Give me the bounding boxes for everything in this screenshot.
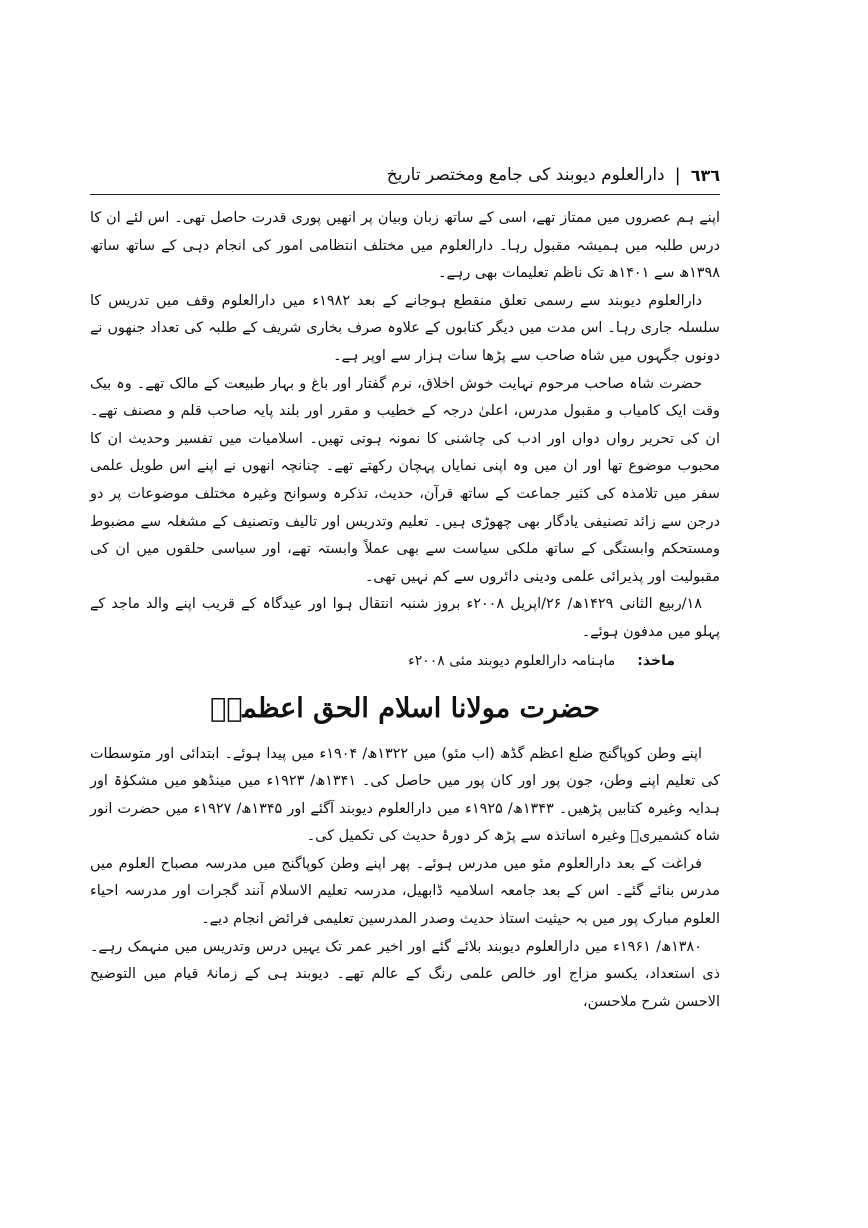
section-heading: حضرت مولانا اسلام الحق اعظمیؒ xyxy=(210,692,600,724)
paragraph: ۱۳۸۰ھ/ ۱۹۶۱ء میں دارالعلوم دیوبند بلائے گئے اور اخیر عمر تک یہیں درس وتدریس میں منہمک رہے۔ ذی استعداد، یکسو مزاج اور خالص علمی رنگ کے عالم تھے۔ دیوبند ہی کے زمانۂ قیام میں التوضیح الاحسن شرح ملاحسن، xyxy=(90,938,720,1010)
page-number: ٦٣٦ xyxy=(690,165,720,185)
paragraph: اپنے وطن کوپاگنج ضلع اعظم گڈھ (اب مئو) میں ۱۳۲۲ھ/ ۱۹۰۴ء میں پیدا ہوئے۔ ابتدائی اور متوسطات کی تعلیم اپنے وطن، جون پور اور کان پور میں حاصل کی۔ ۱۳۴۱ھ/ ۱۹۲۳ء میں مینڈھو میں مشکوٰۃ اور ہدایہ وغیرہ کتابیں پڑھیں۔ ۱۳۴۳ھ/ ۱۹۲۵ء میں دارالعلوم دیوبند آگئے اور ۱۳۴۵ھ/ ۱۹۲۷ء میں حضرت انور شاہ کشمیریؒ وغیرہ اساتذہ سے پڑھ کر دورۂ حدیث کی تکمیل کی۔ xyxy=(90,745,720,845)
paragraph: ۱۸/ربیع الثانی ۱۴۲۹ھ/ ۲۶/اپریل ۲۰۰۸ء بروز شنبہ انتقال ہوا اور عیدگاہ کے قریب اپنے والد ماجد کے پہلو میں مدفون ہوئے۔ xyxy=(90,596,720,640)
source-label: ماخذ: xyxy=(637,652,675,669)
source-citation xyxy=(90,647,720,675)
source-text: ماہنامہ دارالعلوم دیوبند مئی ۲۰۰۸ء xyxy=(408,652,616,669)
paragraph: اپنے ہم عصروں میں ممتاز تھے، اسی کے ساتھ زبان وبیان پر انھیں پوری قدرت حاصل تھی۔ اس لئے ان کا درس طلبہ میں ہمیشہ مقبول رہا۔ دارالعلوم میں مختلف انتظامی امور کی انجام دہی کے ساتھ ساتھ ۱۳۹۸ھ سے ۱۴۰۱ھ تک ناظم تعلیمات بھی رہے۔ xyxy=(90,210,720,282)
paragraph: حضرت شاہ صاحب مرحوم نہایت خوش اخلاق، نرم گفتار اور باغ و بہار طبیعت کے مالک تھے۔ وہ بیک وقت ایک کامیاب و مقبول مدرس، اعلیٰ درجہ کے خطیب و مقرر اور بلند پایہ صاحب قلم و مصنف تھے۔ ان کی تحریر رواں دواں اور ادب کی چاشنی کا نمونہ ہوتی تھیں۔ اسلامیات میں تفسیر وحدیث ان کا محبوب موضوع تھا اور ان میں وہ اپنی نمایاں پہچان رکھتے تھے۔ چنانچہ انھوں نے اپنے اس طویل علمی سفر میں تلامذہ کی کثیر جماعت کے ساتھ قرآن، حدیث، تذکرہ وسوانح وغیرہ مختلف موضوعات پر دو درجن سے زائد تصنیفی یادگار بھی چھوڑی ہیں۔ تعلیم وتدریس اور تالیف وتصنیف کے مشغلہ سے مضبوط ومستحکم وابستگی کے ساتھ ملکی سیاست سے بھی عملاً وابستہ تھے، اور سیاسی حلقوں میں ان کی مقبولیت اور پذیرائی علمی ودینی دائروں سے کم نہیں تھی۔ xyxy=(90,375,720,585)
paragraph: فراغت کے بعد دارالعلوم مئو میں مدرس ہوئے۔ پھر اپنے وطن کوپاگنج میں مدرسہ مصباح العلوم میں مدرس بنائے گئے۔ اس کے بعد جامعہ اسلامیہ ڈابھیل، مدرسہ تعلیم الاسلام آنند گجرات اور مدرسہ احیاء العلوم مبارک پور میں بہ حیثیت استاذ حدیث وصدر المدرسین تعلیمی فرائض انجام دیے۔ xyxy=(90,855,720,928)
paragraph: دارالعلوم دیوبند سے رسمی تعلق منقطع ہوجانے کے بعد ۱۹۸۲ء میں دارالعلوم وقف میں تدریس کا سلسلہ جاری رہا۔ اس مدت میں دیگر کتابوں کے علاوہ صرف بخاری شریف کے طلبہ کی تعداد جنھوں نے دونوں جگہوں میں شاہ صاحب سے پڑھا سات ہزار سے اوپر ہے۔ xyxy=(90,292,720,364)
page-header xyxy=(90,160,720,190)
header-separator: | xyxy=(674,164,681,186)
page-body xyxy=(90,205,720,1016)
header-rule xyxy=(90,194,720,195)
running-title: دارالعلوم دیوبند کی جامع ومختصر تاریخ xyxy=(386,165,665,185)
